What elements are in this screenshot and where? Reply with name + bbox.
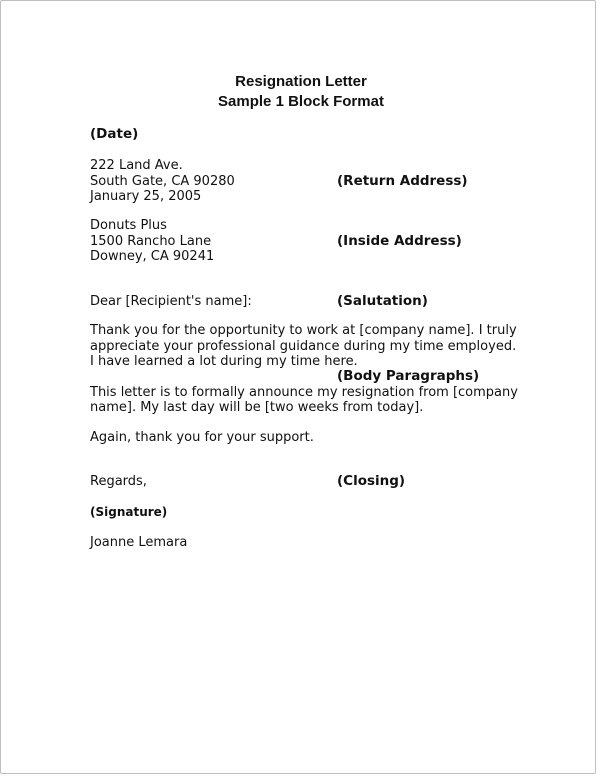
body-paragraph-1-line-3: I have learned a lot during my time here. xyxy=(90,354,358,369)
closing-text: Regards, xyxy=(90,474,147,489)
return-address-line-1: 222 Land Ave. xyxy=(90,158,183,173)
return-address-line-2: South Gate, CA 90280 xyxy=(90,174,235,189)
closing-label: (Closing) xyxy=(337,473,406,489)
inside-address-label: (Inside Address) xyxy=(337,233,462,249)
salutation-label: (Salutation) xyxy=(337,293,428,309)
letter-title: Resignation Letter xyxy=(235,73,367,90)
letter-date: January 25, 2005 xyxy=(90,189,202,204)
body-paragraph-3: Again, thank you for your support. xyxy=(90,430,314,445)
body-paragraph-2-line-1: This letter is to formally announce my resignation from [company xyxy=(90,385,518,400)
body-paragraphs-label: (Body Paragraphs) xyxy=(337,368,480,384)
salutation-text: Dear [Recipient's name]: xyxy=(90,294,252,309)
inside-address-line-1: Donuts Plus xyxy=(90,218,167,233)
body-paragraph-1-line-2: appreciate your professional guidance during my time employed. xyxy=(90,339,517,354)
signature-label: (Signature) xyxy=(90,505,168,519)
inside-address-line-3: Downey, CA 90241 xyxy=(90,249,215,264)
letter-subtitle: Sample 1 Block Format xyxy=(218,93,384,110)
signer-name: Joanne Lemara xyxy=(90,535,188,550)
return-address-label: (Return Address) xyxy=(337,173,468,189)
body-paragraph-1-line-1: Thank you for the opportunity to work at [company name]. I truly xyxy=(90,323,517,338)
inside-address-line-2: 1500 Rancho Lane xyxy=(90,234,212,249)
body-paragraph-2-line-2: name]. My last day will be [two weeks from today]. xyxy=(90,400,424,415)
date-label: (Date) xyxy=(90,126,139,142)
